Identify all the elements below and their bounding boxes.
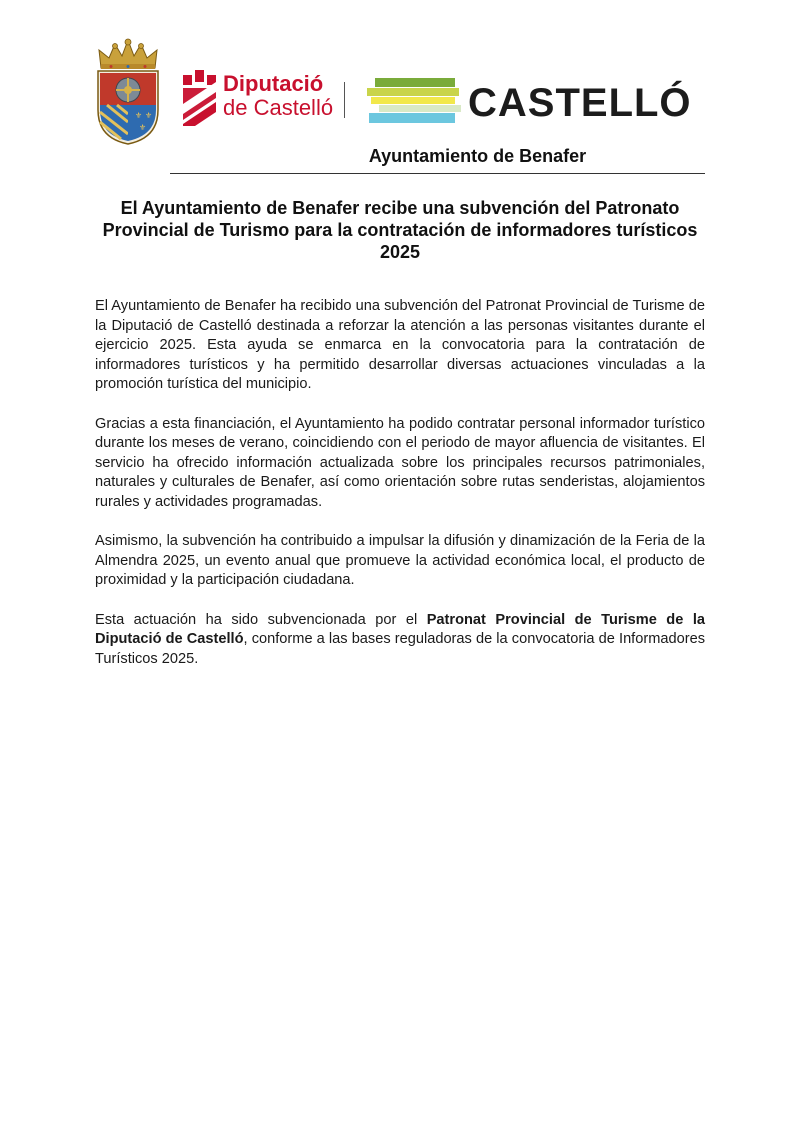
paragraph-4-bold: Patronat Provincial de Turisme de la Diputació de Castelló xyxy=(95,611,705,648)
diputacio-logo-line1: Diputació xyxy=(223,71,324,96)
logo-divider xyxy=(344,82,345,118)
paragraph-2: Gracias a esta financiación, el Ayuntamiento ha podido contratar personal informador turístico durante los meses de verano, coincidiendo con el periodo de mayor afluencia de visitantes. El servicio ha ofrecido información actualizada sobre los principales recursos patrimoniales, naturales y culturales de Benafer, así como orientación sobre rutas senderistas, alojamientos rurales y actividades programadas. xyxy=(95,415,705,510)
paragraph-4-prefix: Esta actuación ha sido subvencionada por el xyxy=(95,611,427,628)
council-name: Ayuntamiento de Benafer xyxy=(368,146,587,166)
document-title: El Ayuntamiento de Benafer recibe una subvención del Patronato Provincial de Turismo para la contratación de informadores turísticos 2025 xyxy=(102,198,698,262)
castello-logo xyxy=(367,76,692,128)
header-rule xyxy=(170,173,705,174)
svg-text:⚜: ⚜ xyxy=(139,123,147,132)
paragraph-4-suffix: , conforme a las bases reguladoras de la convocatoria de Informadores Turísticos 2025. xyxy=(95,631,705,667)
diputacio-logo-line2: de Castelló xyxy=(223,95,334,120)
castello-logo-text: CASTELLÓ xyxy=(468,81,692,125)
paragraph-4 xyxy=(95,611,705,670)
coat-of-arms-logo xyxy=(95,38,161,146)
paragraph-1: El Ayuntamiento de Benafer ha recibido una subvención del Patronat Provincial de Turisme de la Diputació de Castelló destinada a reforzar la atención a las personas visitantes durante el ejercicio 2025. Esta ayuda se enmarca en la convocatoria para la contratación de informadores turísticos y ha permitido desarrollar diversas actuaciones vinculadas a la promoción turística del municipio. xyxy=(95,298,705,393)
header-logos xyxy=(95,38,715,148)
document-body xyxy=(95,297,705,689)
svg-text:⚜: ⚜ xyxy=(135,111,143,120)
svg-text:⚜: ⚜ xyxy=(145,111,153,120)
paragraph-3: Asimismo, la subvención ha contribuido a impulsar la difusión y dinamización de la Feria de la Almendra 2025, un evento anual que promueve la actividad económica local, el producto de proximidad y la participación ciudadana. xyxy=(95,533,705,589)
diputacio-logo xyxy=(183,70,353,130)
castello-stripes-icon xyxy=(367,76,467,128)
